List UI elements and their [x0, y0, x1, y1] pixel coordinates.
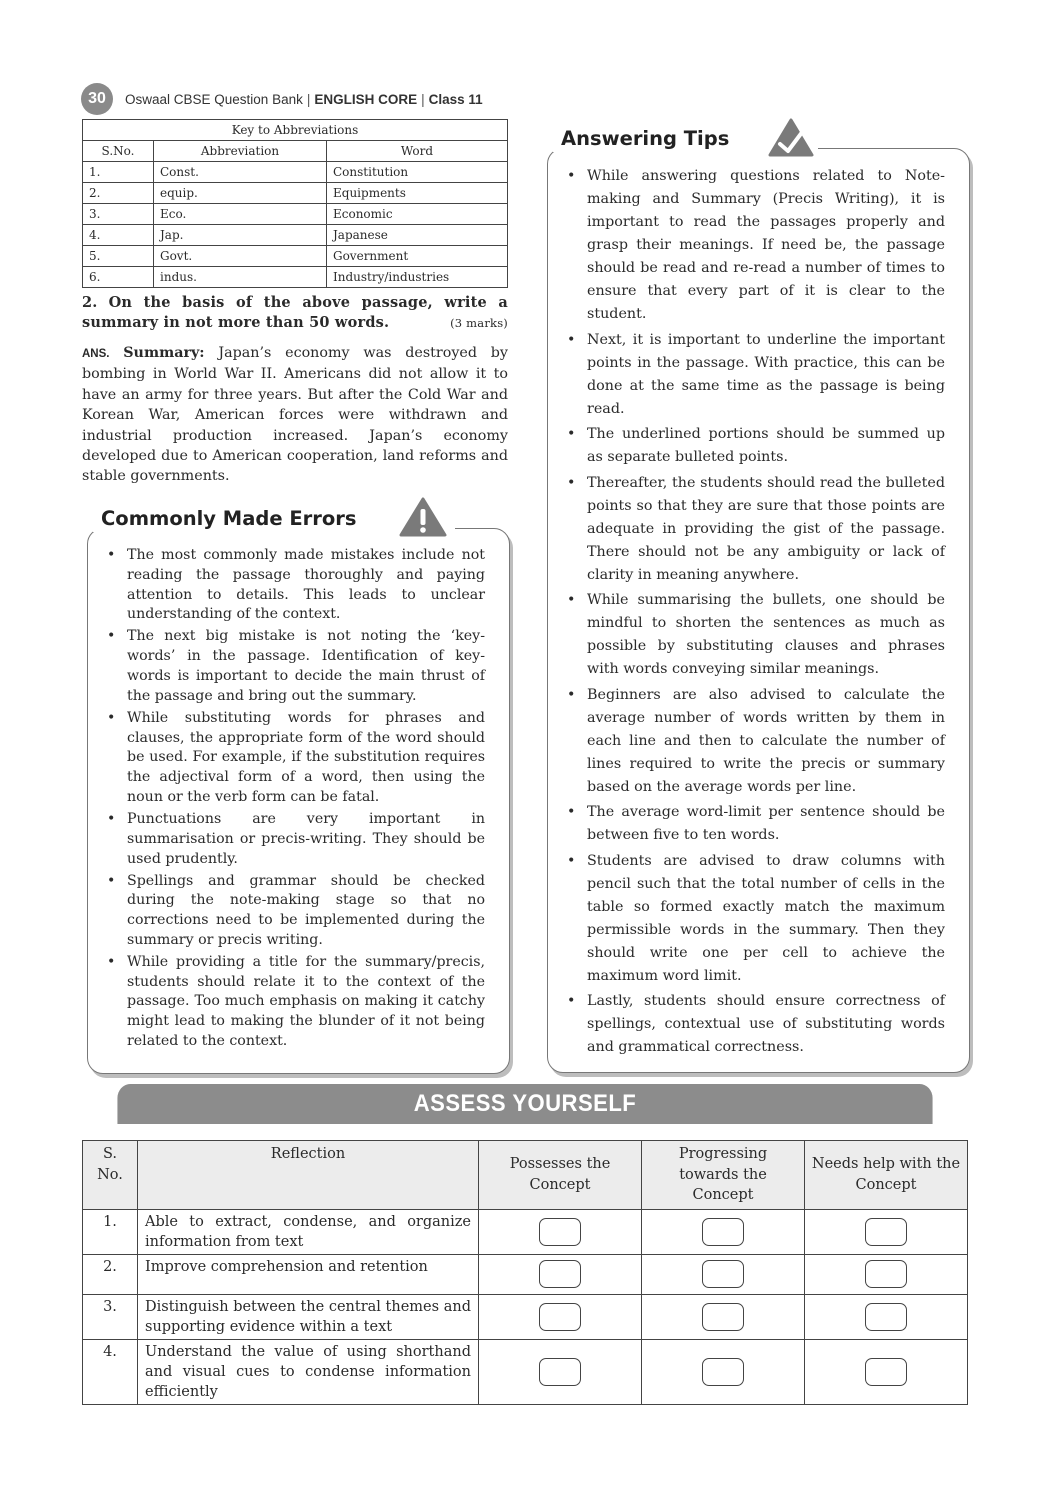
assess-header-reflection: Reflection: [138, 1141, 479, 1210]
abbr-word: Equipments: [327, 183, 508, 204]
table-row: [83, 1209, 968, 1254]
needs-help-checkbox[interactable]: [865, 1303, 907, 1331]
list-item: • The most commonly made mistakes include not reading the passage thoroughly and paying attention to details. This leads to unclear understanding of the context.: [127, 546, 485, 625]
abbr-sno: 6.: [83, 267, 154, 288]
possesses-checkbox[interactable]: [539, 1260, 581, 1288]
assess-banner: ASSESS YOURSELF: [117, 1084, 932, 1124]
assess-sno: 3.: [83, 1294, 138, 1339]
assess-header-needs-help: Needs help with the Concept: [805, 1141, 968, 1210]
table-row: [83, 183, 508, 204]
abbr-sno: 5.: [83, 246, 154, 267]
tips-title: Answering Tips: [561, 127, 730, 150]
assess-sno: 4.: [83, 1339, 138, 1404]
table-row: [83, 1339, 968, 1404]
progressing-checkbox[interactable]: [702, 1358, 744, 1386]
question-number: 2.: [82, 294, 98, 311]
needs-help-checkbox[interactable]: [865, 1218, 907, 1246]
question-text: On the basis of the above passage, write a summary in not more than 50 words.: [82, 294, 509, 331]
abbr-sno: 1.: [83, 162, 154, 183]
table-row: [83, 267, 508, 288]
list-item: • While answering questions related to Note-making and Summary (Precis Writing), it is important to read the passages properly and grasp their meanings. If need be, the passage should be read and re-read a number of times to ensure that every part of it is clear to the student.: [587, 165, 945, 326]
list-item: • The average word-limit per sentence should be between five to ten words.: [587, 801, 945, 847]
list-item: • Spellings and grammar should be checked during the note-making stage so that no corrections need to be implemented during the summary or precis writing.: [127, 872, 485, 951]
answer-tag: ANS.: [82, 348, 110, 360]
list-item: • While substituting words for phrases and clauses, the appropriate form of the word should be used. For example, if the substitution requires the adjectival form of a word, then using the noun or the verb form can be fatal.: [127, 709, 485, 808]
abbr-header-word: Word: [327, 141, 508, 162]
abbreviations-table: [82, 119, 508, 288]
needs-help-checkbox[interactable]: [865, 1358, 907, 1386]
abbr-sno: 2.: [83, 183, 154, 204]
answer-label: Summary:: [123, 345, 205, 361]
table-row: [83, 246, 508, 267]
abbr-abbreviation: Eco.: [154, 204, 327, 225]
table-row: [83, 204, 508, 225]
answer-text: Japan’s economy was destroyed by bombing in World War II. Americans did not allow it to have an army for three years. But after the Cold War and Korean War, American forces were withdrawn and industrial production increased. Japan’s economy developed due to American cooperation, land reforms and stable governments.: [82, 345, 509, 485]
answer-block: [82, 343, 508, 487]
warning-icon: [398, 496, 448, 538]
abbr-sno: 3.: [83, 204, 154, 225]
abbr-abbreviation: Govt.: [154, 246, 327, 267]
abbr-abbreviation: indus.: [154, 267, 327, 288]
list-item: • While summarising the bullets, one should be mindful to shorten the sentences as much as possible by substituting clauses and phrases with words conveying similar meanings.: [587, 589, 945, 681]
page-header: [81, 84, 483, 114]
assess-reflection: Distinguish between the central themes and supporting evidence within a text: [138, 1294, 479, 1339]
abbr-word: Government: [327, 246, 508, 267]
abbr-header-abbreviation: Abbreviation: [154, 141, 327, 162]
list-item: • While providing a title for the summary/precis, students should relate it to the context of the passage. Too much emphasis on making it catchy might lead to making the blunder of it not being related to the context.: [127, 953, 485, 1052]
needs-help-checkbox[interactable]: [865, 1260, 907, 1288]
progressing-checkbox[interactable]: [702, 1218, 744, 1246]
assess-reflection: Able to extract, condense, and organize information from text: [138, 1209, 479, 1254]
page-number: 30: [81, 83, 113, 115]
errors-title: Commonly Made Errors: [101, 507, 357, 530]
abbreviations-caption: Key to Abbreviations: [83, 120, 508, 141]
question-marks: (3 marks): [450, 316, 508, 330]
list-item: • Students are advised to draw columns with pencil such that the total number of cells in the table so formed exactly match the maximum permissible words in the summary. Then they should write one per cell to achieve the maximum word limit.: [587, 850, 945, 988]
tips-list: [587, 165, 945, 1062]
list-item: • Punctuations are very important in summarisation or precis-writing. They should be used prudently.: [127, 810, 485, 869]
abbr-sno: 4.: [83, 225, 154, 246]
abbr-word: Constitution: [327, 162, 508, 183]
table-row: [83, 225, 508, 246]
possesses-checkbox[interactable]: [539, 1358, 581, 1386]
assess-header-progressing: Progressing towards the Concept: [642, 1141, 805, 1210]
publisher-name: Oswaal CBSE Question Bank: [125, 91, 303, 107]
checkmark-triangle-icon: [767, 117, 815, 159]
progressing-checkbox[interactable]: [702, 1260, 744, 1288]
list-item: • Beginners are also advised to calculate the average number of words written by them in each line and then to calculate the number of lines required to write the precis or summary based on the average words per line.: [587, 684, 945, 799]
assess-header-sno: S. No.: [83, 1141, 138, 1210]
table-row: [83, 1294, 968, 1339]
errors-list: [127, 546, 485, 1054]
table-row: [83, 1254, 968, 1294]
list-item: • Lastly, students should ensure correctness of spellings, contextual use of substituting words and grammatical correctness.: [587, 990, 945, 1059]
assess-table: [82, 1140, 968, 1405]
list-item: • Next, it is important to underline the important points in the passage. With practice, this can be done at the same time as the passage is being read.: [587, 329, 945, 421]
assess-sno: 2.: [83, 1254, 138, 1294]
abbr-word: Japanese: [327, 225, 508, 246]
list-item: • The next big mistake is not noting the ‘key-words’ in the passage. Identification of key-words is important to decide the main thrust of the passage and bring out the summary.: [127, 627, 485, 706]
abbr-abbreviation: Jap.: [154, 225, 327, 246]
class-name: Class 11: [428, 91, 483, 107]
abbr-word: Economic: [327, 204, 508, 225]
assess-reflection: Improve comprehension and retention: [138, 1254, 479, 1294]
list-item: • The underlined portions should be summed up as separate bulleted points.: [587, 423, 945, 469]
question-2: [82, 293, 508, 333]
assess-reflection: Understand the value of using shorthand and visual cues to condense information efficiently: [138, 1339, 479, 1404]
table-row: [83, 162, 508, 183]
assess-header-possesses: Possesses the Concept: [479, 1141, 642, 1210]
progressing-checkbox[interactable]: [702, 1303, 744, 1331]
list-item: • Thereafter, the students should read the bulleted points so that they are sure that those points are adequate in providing the gist of the passage. There should not be any ambiguity or lack of clarity in meaning anywhere.: [587, 472, 945, 587]
subject-name: ENGLISH CORE: [314, 91, 418, 107]
abbr-abbreviation: Const.: [154, 162, 327, 183]
abbr-abbreviation: equip.: [154, 183, 327, 204]
abbr-word: Industry/industries: [327, 267, 508, 288]
assess-sno: 1.: [83, 1209, 138, 1254]
running-title: Oswaal CBSE Question Bank | ENGLISH CORE | Class 11: [125, 91, 483, 107]
abbr-header-sno: S.No.: [83, 141, 154, 162]
possesses-checkbox[interactable]: [539, 1303, 581, 1331]
possesses-checkbox[interactable]: [539, 1218, 581, 1246]
